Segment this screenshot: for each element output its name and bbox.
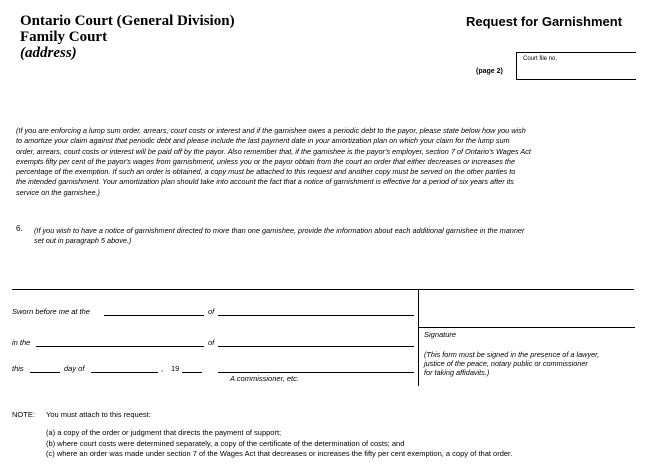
- day-of-label: day of: [64, 364, 85, 373]
- paragraph-line: (If you wish to have a notice of garnishment directed to more than one garnishee, provide the information about each additional garnishee in the manner: [34, 226, 525, 235]
- in-the-label: in the: [12, 338, 31, 347]
- month-field[interactable]: [91, 372, 158, 373]
- court-file-box[interactable]: [516, 52, 636, 80]
- form-title: Request for Garnishment: [466, 14, 623, 29]
- in-the-field[interactable]: [36, 346, 204, 347]
- signature-line[interactable]: [419, 327, 635, 328]
- commissioner-signature-line[interactable]: [218, 372, 414, 373]
- instruction-line: (This form must be signed in the presence of a lawyer,: [424, 350, 600, 359]
- court-file-label: Court file no.: [523, 56, 558, 62]
- note-intro: You must attach to this request:: [46, 410, 151, 419]
- sworn-of-field[interactable]: [218, 315, 414, 316]
- paragraph-line: service on the garnishee.): [16, 187, 100, 197]
- court-address: (address): [20, 45, 77, 61]
- court-sub: Family Court: [20, 29, 108, 45]
- lump-sum-paragraph: [16, 126, 531, 198]
- note-item: (b) where court costs were determined separately, a copy of the certificate of the determination of costs; and: [46, 438, 405, 448]
- paragraph-line: to amortize your claim against that periodic debt and please include the last payment date in your amortization plan on which your claim for the lump sum: [16, 136, 510, 146]
- sworn-before-label: Sworn before me at the: [12, 307, 90, 316]
- note-item: (c) where an order was made under section 7 of the Wages Act that decreases or increases the fifty per cent exemption, a copy of that order.: [46, 449, 513, 458]
- year-prefix: 19: [171, 364, 180, 373]
- commissioner-label: A commissioner, etc.: [230, 374, 299, 383]
- signature-label: Signature: [424, 330, 457, 339]
- note-label: NOTE:: [12, 410, 35, 419]
- sworn-place-field[interactable]: [104, 315, 204, 316]
- of-label: of: [208, 307, 215, 316]
- paragraph-line: set out in paragraph 5 above.): [34, 236, 132, 246]
- section-rule: [12, 289, 634, 290]
- of-label-2: of: [208, 338, 215, 347]
- paragraph-line: order, arrears, court costs or interest will be paid off by the payor. Also remember that, if the garnishee is the payor's employer, section 7 of Ontario's Wages Act: [16, 146, 531, 156]
- year-field[interactable]: [182, 372, 202, 373]
- column-divider: [418, 289, 419, 386]
- instruction-line: for taking affidavits.): [424, 368, 490, 377]
- court-name: Ontario Court (General Division): [20, 13, 235, 29]
- paragraph-line: percentage of the exemption. If such an order is obtained, a copy must be attached to this request and another copy must be served on the other parties to: [16, 167, 516, 177]
- note-items: [46, 428, 512, 460]
- in-of-field[interactable]: [218, 346, 414, 347]
- this-label: this: [12, 364, 24, 373]
- day-field[interactable]: [30, 372, 60, 373]
- note-item: (a) a copy of the order or judgment that directs the payment of support;: [46, 428, 282, 437]
- item6-text: [34, 226, 524, 247]
- paragraph-line: (If you are enforcing a lump sum order, arrears, court costs or interest and if the garnishee owes a periodic debt to the payor, please state below how you wish: [16, 126, 526, 135]
- comma: ,: [161, 364, 164, 373]
- paragraph-line: the intended garnishment. Your amortization plan should take into account the fact that a notice of garnishment is effective for a period of six years after its: [16, 177, 514, 187]
- signing-instruction: [424, 350, 599, 377]
- item6-number: 6.: [16, 224, 23, 233]
- paragraph-line: exempts fifty per cent of the payor's wages from garnishment, unless you or the payor obtain from the court an order that either decreases or increases the: [16, 156, 516, 166]
- page-label: (page 2): [476, 68, 503, 75]
- instruction-line: justice of the peace, notary public or commissioner: [424, 359, 588, 368]
